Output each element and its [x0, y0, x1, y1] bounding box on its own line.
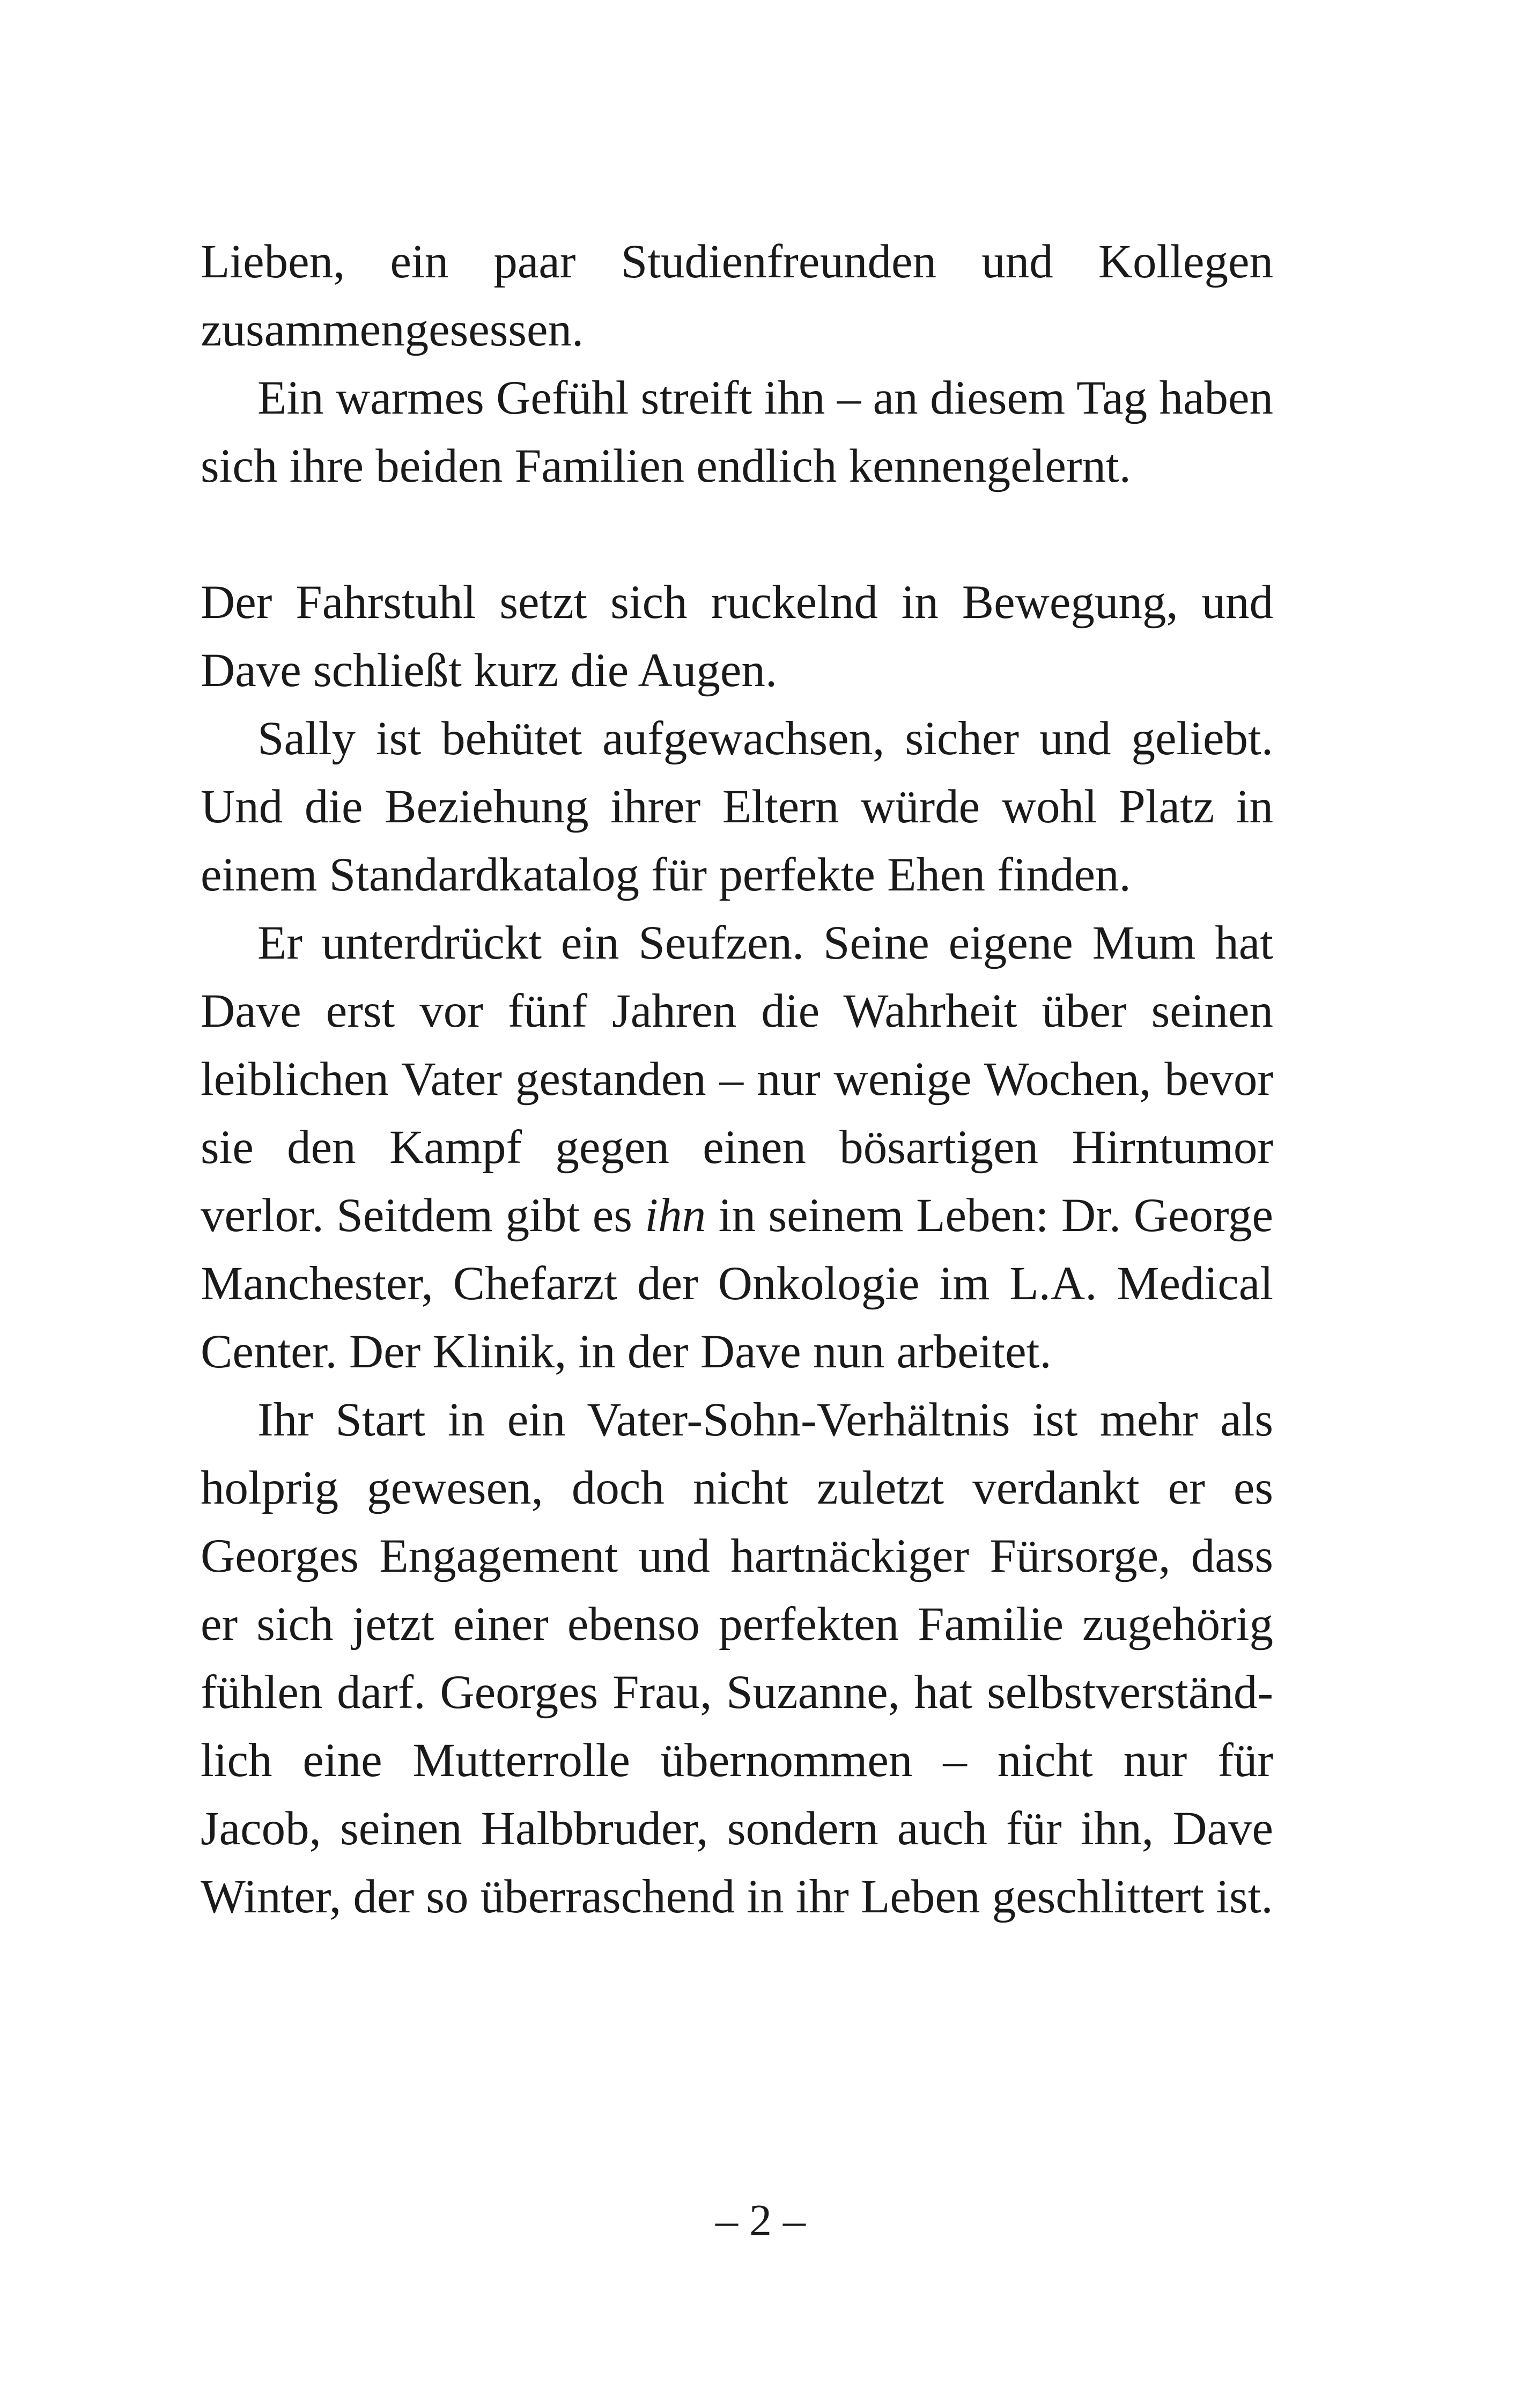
paragraph-text-segment: Er unterdrückt ein Seufzen. Seine eigene Mum hat Dave erst vor fünf Jahren die Wahrheit über seinen leiblichen Vater gestanden – nur wenige Wochen, bevor sie den Kampf gegen einen bösartigen Hirntumor verlor. Seitdem gibt es [201, 917, 1273, 1242]
paragraph: Ein warmes Gefühl streift ihn – an diesem Tag haben sich ihre beiden Familien endlich kennengelernt. [201, 372, 1273, 492]
paragraph-section-start: Der Fahrstuhl setzt sich ruckelnd in Bewegung, und Dave schließt kurz die Augen. [201, 576, 1273, 697]
emphasized-word: ihn [645, 1189, 706, 1242]
page-number: – 2 – [715, 2196, 806, 2245]
paragraph-with-emphasis [201, 909, 1273, 1386]
body-text [201, 228, 1273, 1931]
paragraph-text-segment: in seinem Leben: Dr. George Manchester, Chefarzt der Onkologie im L.A. Medical Center. Der Klinik, in der Dave nun arbeitet. [201, 1189, 1273, 1378]
paragraph: Ihr Start in ein Vater-Sohn-Verhältnis ist mehr als holprig gewesen, doch nicht zuletzt verdankt er es Georges Engagement und hartnäckiger Fürsorge, dass er sich jetzt einer ebenso perfekten Familie zugehörig fühlen darf. Georges Frau, Suzanne, hat selbstverständlich eine Mutterrolle übernommen – nicht nur für Jacob, seinen Halbbruder, sondern auch für ihn, Dave Winter, der so überraschend in ihr Leben geschlittert ist. [201, 1394, 1273, 1923]
paragraph: Sally ist behütet aufgewachsen, sicher und geliebt. Und die Beziehung ihrer Eltern würde wohl Platz in einem Standardkatalog für perfekte Ehen finden. [201, 712, 1273, 901]
paragraph-continued: Lieben, ein paar Studienfreunden und Kollegen zusammengesessen. [201, 235, 1273, 356]
